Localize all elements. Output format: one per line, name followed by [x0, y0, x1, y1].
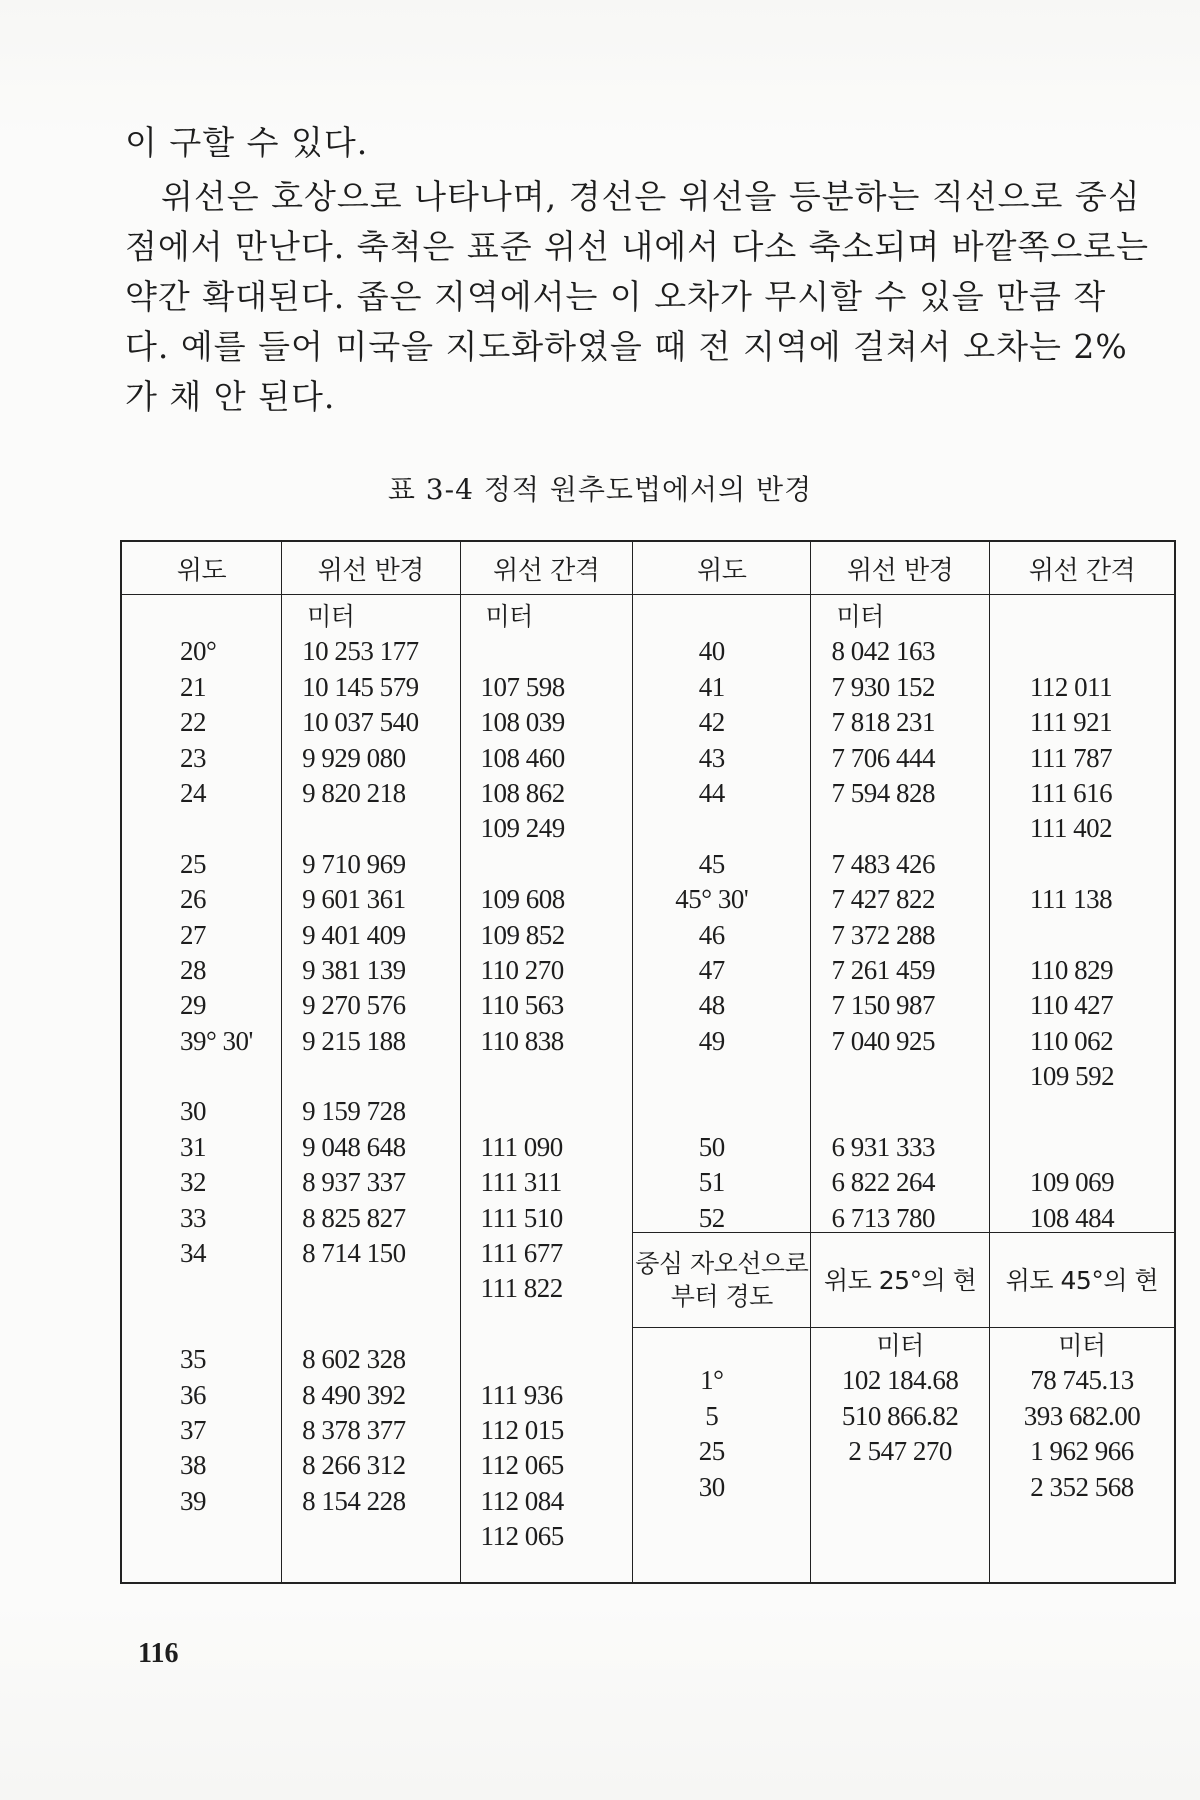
table-cell: 109 608 — [480, 884, 565, 915]
table-cell: 49 — [698, 1025, 725, 1056]
table-cell: 9 929 080 — [302, 742, 406, 773]
table-cell — [461, 634, 632, 669]
table-cell: 2 547 270 — [848, 1436, 952, 1467]
table-cell: 26 — [180, 884, 206, 915]
table-cell: 111 138 — [1029, 884, 1113, 915]
table-cell: 37 — [180, 1414, 206, 1445]
table-cell: 미터 — [1058, 1331, 1106, 1360]
table-cell: 108 484 — [1029, 1202, 1115, 1233]
table-cell — [811, 1094, 988, 1129]
table-cell: 111 616 — [1029, 777, 1113, 808]
table-cell: 1 962 966 — [1030, 1436, 1134, 1467]
table-cell: 10 145 579 — [302, 671, 419, 702]
table-cell — [180, 1307, 281, 1342]
table-cell: 393 682.00 — [1023, 1400, 1141, 1431]
table-cell — [811, 1470, 988, 1505]
text-line: 약간 확대된다. 좁은 지역에서는 이 오차가 무시할 수 있을 만큼 작 — [125, 277, 1107, 316]
table-cell: 38 — [180, 1450, 206, 1481]
table-cell: 미터 — [876, 1331, 924, 1360]
table-cell: 45° 30' — [675, 884, 749, 915]
table-cell: 47 — [698, 954, 725, 985]
table-cell: 8 937 337 — [302, 1167, 406, 1198]
table-cell — [811, 811, 988, 846]
table-cell — [633, 599, 810, 634]
table-cell: 109 852 — [480, 919, 565, 950]
table-cell: 6 931 333 — [831, 1131, 935, 1162]
table-cell: 110 838 — [480, 1025, 564, 1056]
table-cell: 2 352 568 — [1030, 1471, 1134, 1502]
table-cell: 8 042 163 — [831, 636, 935, 667]
table-cell — [633, 811, 810, 846]
table-cell: 5 — [705, 1400, 719, 1431]
table-cell: 31 — [180, 1131, 206, 1162]
table-cell: 9 159 728 — [302, 1096, 406, 1127]
table-cell: 110 062 — [1029, 1025, 1114, 1056]
table-cell: 35 — [180, 1344, 206, 1375]
table-cell — [461, 1094, 632, 1129]
table-cell — [633, 1059, 810, 1094]
text-line: 점에서 만난다. 축척은 표준 위선 내에서 다소 축소되며 바깥쪽으로는 — [125, 227, 1149, 266]
table-cell: 8 266 312 — [302, 1450, 406, 1481]
table-cell: 112 065 — [480, 1521, 564, 1552]
table-cell: 9 820 218 — [302, 777, 406, 808]
table-cell: 48 — [698, 990, 725, 1021]
table-cell: 9 270 576 — [302, 990, 406, 1021]
radius-table — [120, 540, 1176, 1584]
table-cell: 111 311 — [480, 1167, 562, 1198]
interval-column — [460, 595, 632, 1584]
table-cell: 29 — [180, 990, 206, 1021]
table-cell — [282, 1271, 459, 1306]
table-cell — [633, 1094, 810, 1129]
table-cell — [990, 918, 1174, 953]
header-interval: 위선 간격 — [460, 541, 632, 595]
table-cell: 7 706 444 — [831, 742, 935, 773]
table-cell: 8 714 150 — [302, 1238, 406, 1269]
table-cell: 28 — [180, 954, 206, 985]
table-cell: 111 936 — [480, 1379, 563, 1410]
table-cell — [282, 1059, 459, 1094]
table-cell: 39° 30' — [180, 1025, 253, 1056]
table-cell — [461, 1307, 632, 1342]
table-cell: 36 — [180, 1379, 206, 1410]
table-cell: 34 — [180, 1238, 206, 1269]
table-cell — [180, 1519, 281, 1554]
table-cell: 7 483 426 — [831, 848, 935, 879]
table-cell: 8 378 377 — [302, 1414, 406, 1445]
table-cell: 7 930 152 — [831, 671, 935, 702]
table-cell: 7 818 231 — [831, 707, 935, 738]
table-cell: 111 677 — [480, 1238, 563, 1269]
table-cell — [633, 1328, 810, 1363]
table-cell: 510 866.82 — [841, 1400, 959, 1431]
table-cell: 미터 — [836, 602, 884, 631]
table-cell: 30 — [698, 1471, 725, 1502]
table-cell: 109 592 — [1029, 1061, 1115, 1092]
table-cell: 112 015 — [480, 1414, 564, 1445]
table-cell: 112 011 — [1029, 671, 1113, 702]
table-cell: 9 401 409 — [302, 919, 406, 950]
table-cell: 10 253 177 — [302, 636, 419, 667]
table-cell: 102 184.68 — [841, 1365, 959, 1396]
table-cell: 111 822 — [480, 1273, 563, 1304]
header-latitude: 위도 — [633, 541, 811, 595]
table-cell — [180, 599, 281, 634]
text-line: 위선은 호상으로 나타나며, 경선은 위선을 등분하는 직선으로 중심 — [161, 177, 1141, 216]
table-cell: 8 490 392 — [302, 1379, 406, 1410]
table-cell: 미터 — [307, 602, 355, 631]
table-cell: 6 713 780 — [831, 1202, 935, 1233]
table-cell: 52 — [698, 1202, 725, 1233]
table-cell — [180, 811, 281, 846]
table-cell: 7 261 459 — [831, 954, 935, 985]
table-cell — [282, 1519, 459, 1554]
table-cell: 24 — [180, 777, 206, 808]
table-cell: 9 710 969 — [302, 848, 406, 879]
table-cell: 110 270 — [480, 954, 564, 985]
table-cell — [811, 1059, 988, 1094]
table-cell: 7 594 828 — [831, 777, 935, 808]
text-line: 가 채 안 된다. — [125, 377, 336, 416]
lat45-chord-subheader: 위도 45°의 현 — [990, 1232, 1174, 1328]
table-cell: 39 — [180, 1485, 206, 1516]
table-cell: 111 921 — [1029, 707, 1113, 738]
table-cell: 51 — [698, 1167, 725, 1198]
table-cell: 30 — [180, 1096, 206, 1127]
table-cell: 8 825 827 — [302, 1202, 406, 1233]
table-cell: 8 602 328 — [302, 1344, 406, 1375]
table-cell: 21 — [180, 671, 206, 702]
header-radius: 위선 반경 — [282, 541, 460, 595]
table-cell: 23 — [180, 742, 206, 773]
table-header-row — [121, 541, 1175, 595]
table-caption: 표 3-4 정적 원추도법에서의 반경 — [387, 473, 813, 506]
table-cell: 6 822 264 — [831, 1167, 935, 1198]
paragraph-body — [125, 172, 1149, 422]
longitude-subheader: 중심 자오선으로부터 경도 — [633, 1232, 810, 1328]
table-cell: 7 372 288 — [831, 919, 935, 950]
latitude-column-right — [633, 595, 811, 1584]
table-cell: 107 598 — [480, 671, 565, 702]
table-cell: 9 381 139 — [302, 954, 406, 985]
interval-column-right — [989, 595, 1175, 1584]
page-number: 116 — [138, 1638, 179, 1669]
table-cell: 46 — [698, 919, 725, 950]
table-cell: 109 249 — [480, 813, 565, 844]
table-cell: 42 — [698, 707, 725, 738]
table-cell — [282, 1307, 459, 1342]
table-cell — [180, 1059, 281, 1094]
table-cell: 40 — [698, 636, 725, 667]
table-cell: 50 — [698, 1131, 725, 1162]
table-cell: 43 — [698, 742, 725, 773]
table-cell: 111 787 — [1029, 742, 1113, 773]
table-cell: 22 — [180, 707, 206, 738]
table-cell: 8 154 228 — [302, 1485, 406, 1516]
table-cell: 44 — [698, 777, 725, 808]
table-cell — [461, 1342, 632, 1377]
table-cell: 111 090 — [480, 1131, 563, 1162]
table-cell: 32 — [180, 1167, 206, 1198]
table-cell: 108 862 — [480, 777, 565, 808]
table-cell: 110 427 — [1029, 990, 1114, 1021]
radius-column-right — [811, 595, 989, 1584]
table-cell: 110 829 — [1029, 954, 1114, 985]
table-cell: 111 402 — [1029, 813, 1113, 844]
table-cell: 112 065 — [480, 1450, 564, 1481]
table-cell: 25 — [180, 848, 206, 879]
table-cell — [461, 1059, 632, 1094]
table-cell: 108 460 — [480, 742, 565, 773]
header-radius: 위선 반경 — [811, 541, 989, 595]
radius-column — [282, 595, 460, 1584]
table-cell — [282, 811, 459, 846]
table-cell: 9 048 648 — [302, 1131, 406, 1162]
table-cell: 108 039 — [480, 707, 565, 738]
header-interval: 위선 간격 — [989, 541, 1175, 595]
table-cell: 10 037 540 — [302, 707, 419, 738]
table-cell: 9 601 361 — [302, 884, 406, 915]
paragraph-intro — [125, 118, 1025, 168]
table-cell — [990, 634, 1174, 669]
header-latitude: 위도 — [121, 541, 282, 595]
table-cell: 109 069 — [1029, 1167, 1115, 1198]
table-cell — [180, 1271, 281, 1306]
table-cell — [461, 847, 632, 882]
table-cell — [990, 1130, 1174, 1165]
latitude-column — [121, 595, 282, 1584]
table-cell: 45 — [698, 848, 725, 879]
table-cell: 25 — [698, 1436, 725, 1467]
table-cell: 미터 — [485, 602, 533, 631]
table-cell: 78 745.13 — [1030, 1365, 1134, 1396]
table-cell — [990, 1094, 1174, 1129]
table-cell: 9 215 188 — [302, 1025, 406, 1056]
table-cell: 41 — [698, 671, 725, 702]
table-cell: 110 563 — [480, 990, 564, 1021]
table-cell: 33 — [180, 1202, 206, 1233]
table-cell: 111 510 — [480, 1202, 563, 1233]
table-cell: 27 — [180, 919, 206, 950]
table-cell: 7 427 822 — [831, 884, 935, 915]
text-line: 다. 예를 들어 미국을 지도화하였을 때 전 지역에 걸쳐서 오차는 2% — [125, 327, 1128, 366]
table-cell — [990, 599, 1174, 634]
table-cell: 112 084 — [480, 1485, 564, 1516]
text-line: 이 구할 수 있다. — [125, 123, 369, 162]
table-cell: 7 040 925 — [831, 1025, 935, 1056]
table-cell: 1° — [700, 1365, 724, 1396]
table-cell — [990, 847, 1174, 882]
lat25-chord-subheader: 위도 25°의 현 — [811, 1232, 988, 1328]
table-cell: 7 150 987 — [831, 990, 935, 1021]
table-cell: 20° — [180, 636, 217, 667]
